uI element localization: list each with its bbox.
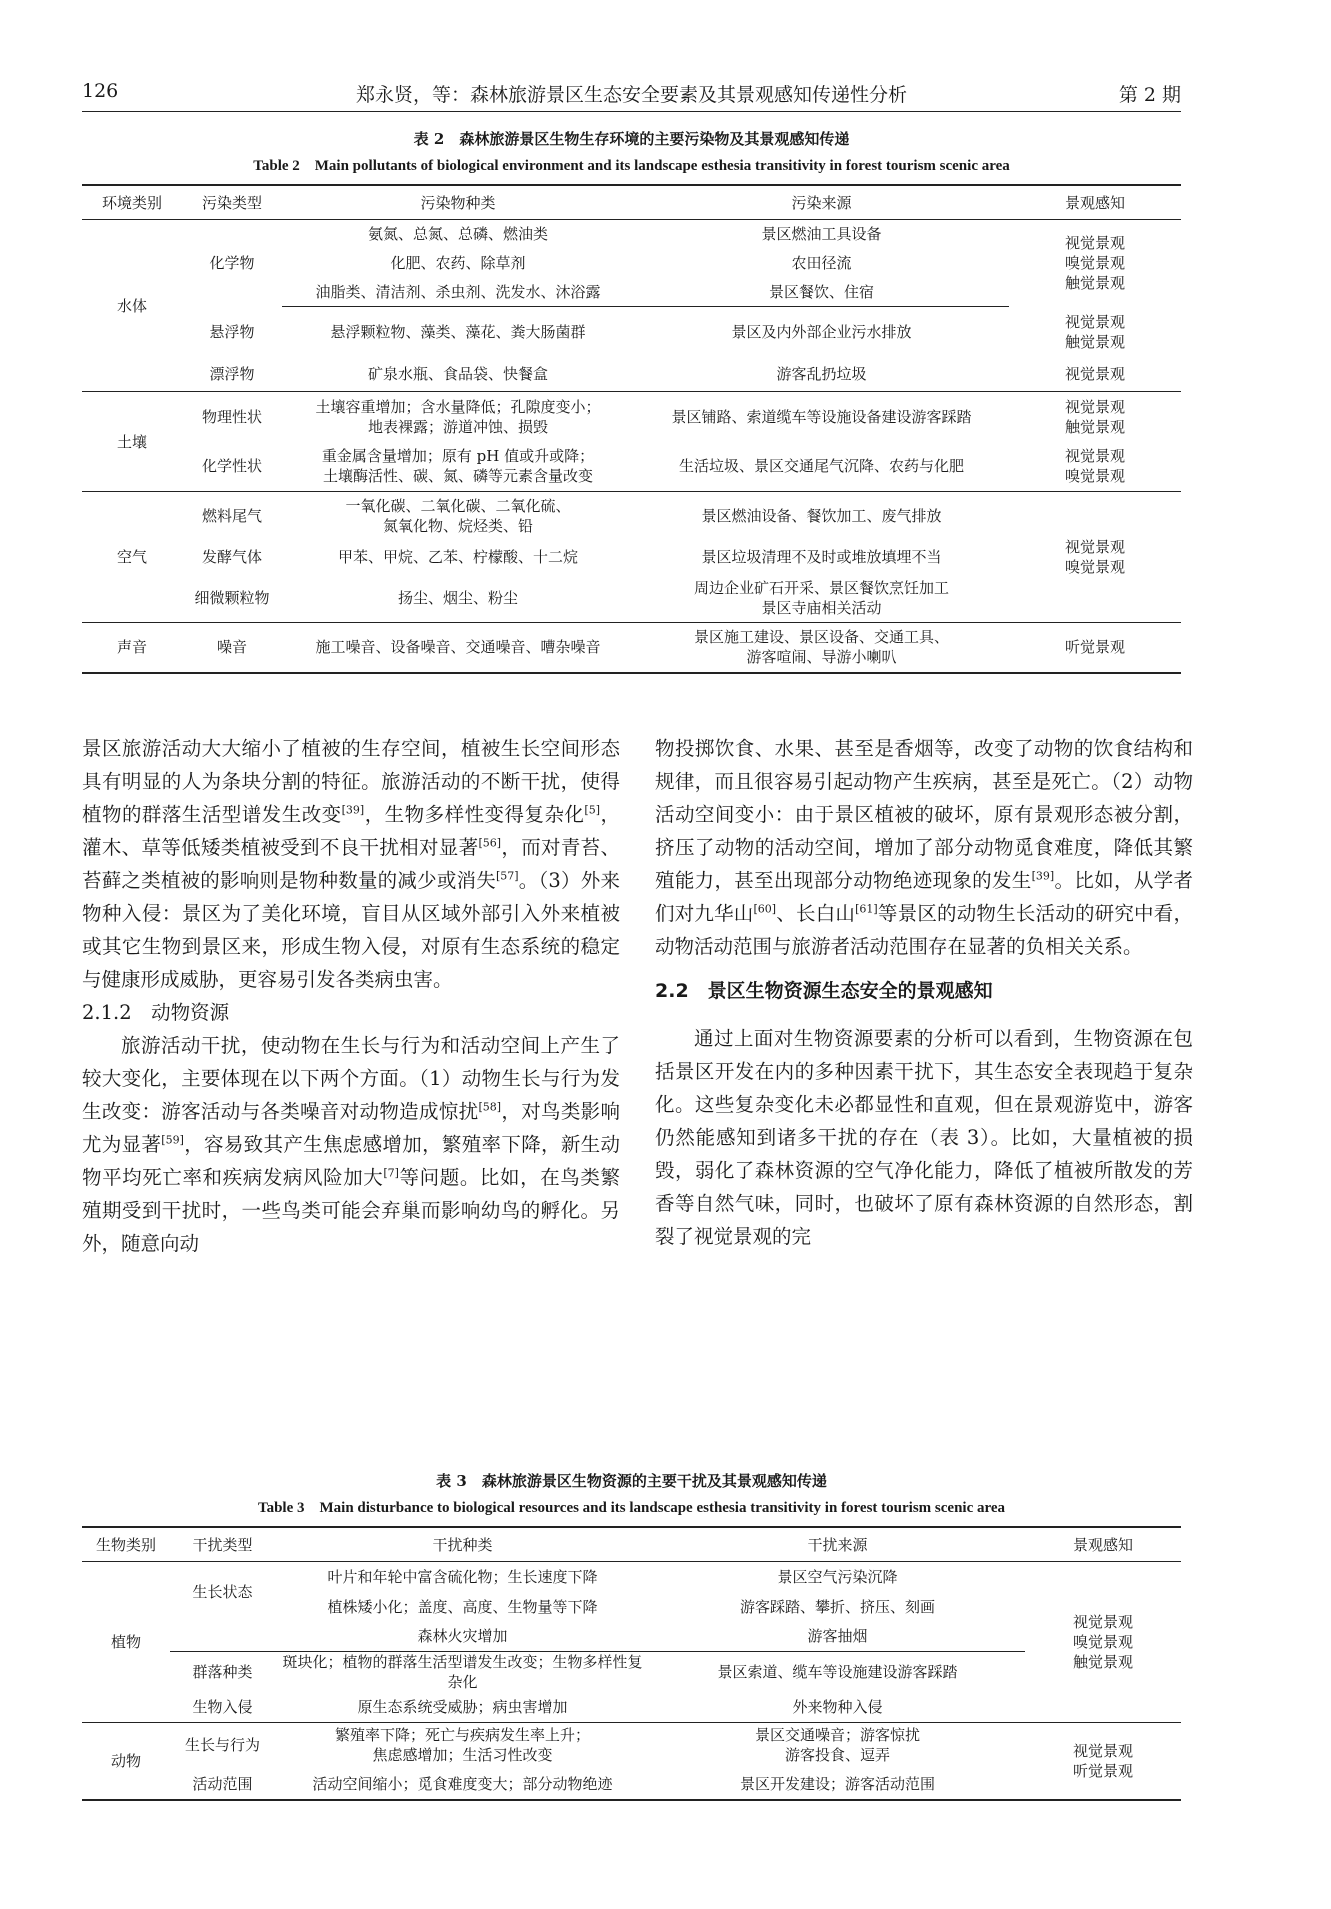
cell-line: 景区交通噪音；游客惊扰 [754, 1726, 920, 1745]
table-row [82, 307, 1181, 357]
perception-label: 触觉景观 [1064, 274, 1125, 293]
text-run: 等景区的动物生长活动的研究中看，动物活动范围与旅游者活动范围存在显著的负相关关系。 [655, 902, 1193, 958]
table-cell [650, 1722, 1025, 1768]
table2-group-air [82, 492, 1181, 623]
table-cell: 生物入侵 [192, 1697, 253, 1716]
perception-label: 触觉景观 [1064, 332, 1125, 351]
text-run: ，灌木、草等低矮类植被受到不良干扰相对显著 [82, 803, 620, 859]
table-cell [1009, 442, 1181, 492]
text-run: ，而对青苔、苔藓之类植被的影响则是物种数量的减少或消失 [82, 836, 620, 892]
text-run: 景区旅游活动大大缩小了植被的生存空间，植被生长空间形态具有明显的人为条块分割的特征。旅游活动的不断干扰，使得植物的群落生活型谱发生改变 [82, 737, 620, 826]
table-cell: 油脂类、清洁剂、杀虫剂、洗发水、沐浴露 [282, 278, 634, 307]
table-cell: 漂浮物 [209, 364, 255, 383]
table-cell: 空气 [116, 548, 147, 566]
table-row [82, 1692, 1181, 1722]
table-cell: 动物 [110, 1751, 141, 1770]
table-cell: 土壤 [116, 432, 147, 451]
table3-header-cell: 干扰类型 [192, 1535, 253, 1554]
cell-line: 焦虑感增加；生活习性改变 [372, 1746, 553, 1765]
table-cell: 植物 [110, 1632, 141, 1651]
table2-header-cell: 污染来源 [791, 193, 852, 212]
table3-group-plant [82, 1562, 1181, 1723]
table-cell: 游客抽烟 [650, 1622, 1025, 1652]
table-cell: 植株矮小化；盖度、高度、生物量等下降 [327, 1597, 598, 1616]
perception-label: 听觉景观 [1072, 1761, 1133, 1780]
perception-label: 嗅觉景观 [1072, 1632, 1133, 1651]
table-cell: 景区索道、缆车等设施建设游客踩踏 [717, 1663, 958, 1681]
paragraph [82, 1029, 620, 1260]
table2-group-water [82, 220, 1181, 392]
table-cell [282, 442, 634, 492]
text-run: 等问题。比如，在鸟类繁殖期受到干扰时，一些鸟类可能会弃巢而影响幼鸟的孵化。另外，随意向动 [82, 1166, 620, 1255]
table-cell: 声音 [116, 638, 147, 657]
table-cell: 化学性状 [201, 457, 262, 476]
running-title: 郑永贤，等：森林旅游景区生态安全要素及其景观感知传递性分析 [355, 84, 907, 106]
table-cell [634, 575, 1009, 623]
left-column [82, 732, 620, 1260]
table-cell: 水体 [116, 296, 147, 315]
paragraph [655, 732, 1193, 963]
table-cell: 燃料尾气 [201, 506, 262, 525]
text-run: 。（3）外来物种入侵：景区为了美化环境，盲目从区域外部引入外来植被或其它生物到景区来，形成生物入侵，对原有生态系统的稳定与健康形成威胁，更容易引发各类病虫害。 [82, 869, 620, 991]
table2-header-cell: 环境类别 [101, 193, 162, 212]
table-cell: 叶片和年轮中富含硫化物；生长速度下降 [327, 1567, 598, 1586]
perception-label: 视觉景观 [1064, 447, 1125, 466]
table-cell: 景区铺路、索道缆车等设施设备建设游客踩踏 [671, 407, 972, 426]
table-cell: 景区及内外部企业污水排放 [731, 322, 912, 341]
text-run: 。比如，从学者们对九华山 [655, 869, 1193, 925]
running-header [82, 80, 1181, 110]
perception-label: 视觉景观 [1072, 1741, 1133, 1760]
cell-line: 土壤酶活性、碳、氮、磷等元素含量改变 [322, 467, 593, 486]
perception-label: 视觉景观 [1064, 234, 1125, 253]
table2 [82, 184, 1181, 674]
table-row [82, 357, 1181, 392]
table2-header-cell: 污染类型 [201, 193, 262, 212]
table-cell: 群落种类 [192, 1663, 253, 1681]
table-cell: 原生态系统受威胁；病虫害增加 [357, 1697, 568, 1716]
perception-label: 视觉景观 [1064, 312, 1125, 331]
table-row [82, 623, 1181, 673]
table-cell: 景区燃油工具设备 [761, 225, 882, 244]
citation: [60] [753, 902, 777, 916]
table2-header-cell: 景观感知 [1064, 193, 1125, 212]
table-cell [1009, 220, 1181, 307]
table-row [82, 220, 1181, 249]
table-cell: 视觉景观 [1064, 364, 1125, 383]
table-cell: 甲苯、甲烷、乙苯、柠檬酸、十二烷 [337, 548, 578, 566]
table-cell [1009, 392, 1181, 442]
table-cell [1009, 307, 1181, 357]
cell-line: 氮氧化物、烷烃类、铅 [382, 516, 533, 535]
table3-header-row [82, 1527, 1181, 1562]
table-row [82, 1652, 1181, 1693]
subsection-heading: 2.1.2 动物资源 [82, 1001, 230, 1024]
text-run: ，生物多样性变得复杂化 [364, 803, 585, 826]
table3-caption-en: Table 3 Main disturbance to biological resources and its landscape esthesia transitivity in forest tourism scenic area [257, 1500, 1006, 1516]
cell-line: 游客喧闹、导游小喇叭 [746, 648, 897, 667]
table-cell: 听觉景观 [1064, 638, 1125, 657]
table-cell: 景区垃圾清理不及时或堆放填埋不当 [701, 548, 942, 566]
table-cell: 活动空间缩小；觅食难度变大；部分动物绝迹 [312, 1774, 613, 1793]
table-cell: 扬尘、烟尘、粉尘 [397, 589, 518, 608]
table-cell: 生活垃圾、景区交通尾气沉降、农药与化肥 [678, 457, 964, 476]
citation: [39] [341, 803, 365, 817]
text-run: 物投掷饮食、水果、甚至是香烟等，改变了动物的饮食结构和规律，而且很容易引起动物产生疾病，甚至是死亡。（2）动物活动空间变小：由于景区植被的破坏，原有景观形态被分割，挤压了动物的活动空间，增加了部分动物觅食难度，降低其繁殖能力，甚至出现部分动物绝迹现象的发生 [655, 737, 1193, 892]
perception-label: 视觉景观 [1072, 1612, 1133, 1631]
table-cell [1025, 1562, 1181, 1723]
table-cell: 氨氮、总氮、总磷、燃油类 [367, 225, 548, 244]
table-row [82, 442, 1181, 492]
cell-line: 繁殖率下降；死亡与疾病发生率上升； [334, 1726, 590, 1745]
table-cell: 景区开发建设；游客活动范围 [739, 1774, 935, 1793]
perception-label: 嗅觉景观 [1064, 558, 1125, 576]
table-cell: 景区燃油设备、餐饮加工、废气排放 [701, 506, 942, 525]
table2-group-soil [82, 392, 1181, 492]
section-heading: 2.2 景区生物资源生态安全的景观感知 [655, 980, 993, 1002]
table-cell: 森林火灾增加 [275, 1622, 650, 1652]
cell-line: 土壤容重增加；含水量降低；孔隙度变小； [315, 397, 601, 416]
table2-group-sound [82, 623, 1181, 673]
table3-header-cell: 景观感知 [1072, 1535, 1133, 1554]
perception-label: 视觉景观 [1064, 397, 1125, 416]
table-row [82, 1722, 1181, 1768]
perception-label: 视觉景观 [1064, 538, 1125, 556]
perception-label: 嗅觉景观 [1064, 467, 1125, 486]
table-cell: 施工噪音、设备噪音、交通噪音、嘈杂噪音 [315, 638, 601, 657]
table3-group-animal [82, 1722, 1181, 1800]
table-cell [634, 623, 1009, 673]
cell-line: 地表裸露；游道冲蚀、损毁 [367, 417, 548, 436]
perception-label: 嗅觉景观 [1064, 254, 1125, 273]
table-cell: 斑块化；植物的群落生活型谱发生改变；生物多样性复杂化 [282, 1653, 643, 1691]
page-number: 126 [82, 80, 119, 102]
table-cell: 游客乱扔垃圾 [776, 364, 867, 383]
table2-caption-en: Table 2 Main pollutants of biological environment and its landscape esthesia transitivity in forest tourism scenic area [253, 158, 1010, 174]
table-cell [1025, 1722, 1181, 1800]
table2-caption-cn: 表 2 森林旅游景区生物生存环境的主要污染物及其景观感知传递 [413, 130, 850, 148]
table2-caption [82, 128, 1181, 175]
table-cell: 细微颗粒物 [194, 589, 270, 608]
table-cell: 化肥、农药、除草剂 [390, 254, 526, 272]
table-cell: 生长与行为 [184, 1736, 260, 1755]
perception-label: 触觉景观 [1064, 417, 1125, 436]
paragraph: 通过上面对生物资源要素的分析可以看到，生物资源在包括景区开发在内的多种因素干扰下，其生态安全表现趋于复杂化。这些复杂变化未必都显性和直观，但在景观游览中，游客仍然能感知到诸多干扰的存在（表 3）。比如，大量植被的损毁，弱化了森林资源的空气净化能力，降低了植被所散发的芳香等自然气味，同时，也破坏了原有森林资源的自然形态，割裂了视觉景观的完 [655, 1027, 1193, 1248]
citation: [61] [855, 902, 878, 916]
issue-number: 第 2 期 [1118, 84, 1181, 106]
table-cell: 化学物 [209, 254, 255, 273]
table-cell: 外来物种入侵 [792, 1697, 883, 1716]
cell-line: 一氧化碳、二氧化碳、二氧化硫、 [345, 496, 571, 515]
table-cell: 活动范围 [192, 1774, 253, 1793]
table-cell: 悬浮颗粒物、藻类、藻花、粪大肠菌群 [330, 322, 586, 341]
cell-line: 景区施工建设、景区设备、交通工具、 [693, 628, 949, 647]
citation: [56] [478, 836, 502, 850]
table-cell: 景区餐饮、住宿 [634, 278, 1009, 307]
citation: [39] [1031, 869, 1055, 883]
table3-caption [82, 1470, 1181, 1517]
perception-label: 触觉景观 [1072, 1652, 1133, 1671]
table-cell [275, 1722, 650, 1768]
table-cell: 生长状态 [192, 1582, 253, 1601]
table-row [82, 492, 1181, 540]
citation: [5] [584, 803, 600, 817]
table-cell: 景区空气污染沉降 [777, 1567, 898, 1586]
table2-header-cell: 污染物种类 [420, 193, 496, 212]
cell-line: 重金属含量增加；原有 pH 值或升或降； [321, 447, 595, 466]
table-cell: 游客踩踏、攀折、挤压、刻画 [739, 1597, 935, 1616]
text-run: ，对鸟类影响尤为显著 [82, 1100, 620, 1156]
table-cell: 发酵气体 [201, 548, 262, 566]
citation: [59] [161, 1133, 184, 1147]
table-cell [170, 1622, 275, 1652]
table-cell: 矿泉水瓶、食品袋、快餐盒 [367, 364, 548, 383]
citation: [58] [478, 1100, 502, 1114]
cell-line: 周边企业矿石开采、景区餐饮烹饪加工 [693, 579, 949, 598]
table-cell: 农田径流 [791, 254, 852, 272]
citation: [57] [495, 869, 519, 883]
table3 [82, 1526, 1181, 1801]
table-cell [282, 392, 634, 442]
table3-header-cell: 生物类别 [95, 1535, 156, 1554]
table-row [82, 1562, 1181, 1592]
table-cell [1009, 492, 1181, 623]
table-cell [282, 492, 634, 540]
text-run: 、长白山 [776, 902, 856, 925]
table-row [82, 1622, 1181, 1652]
right-column [655, 732, 1193, 1253]
table-row [82, 1768, 1181, 1800]
header-rule [82, 111, 1181, 112]
table2-header-row [82, 185, 1181, 220]
table3-header-cell: 干扰来源 [807, 1535, 868, 1554]
paragraph [82, 732, 620, 996]
cell-line: 游客投食、逗弄 [784, 1746, 890, 1765]
table-cell: 噪音 [216, 638, 247, 657]
citation: [7] [383, 1166, 399, 1180]
text-run: ，容易致其产生焦虑感增加，繁殖率下降，新生动物平均死亡率和疾病发病风险加大 [82, 1133, 620, 1189]
table-cell: 物理性状 [201, 407, 262, 426]
table3-caption-cn: 表 3 森林旅游景区生物资源的主要干扰及其景观感知传递 [436, 1472, 827, 1490]
table-row [82, 392, 1181, 442]
table-cell: 悬浮物 [209, 322, 255, 341]
text-run: 旅游活动干扰，使动物在生长与行为和活动空间上产生了较大变化，主要体现在以下两个方面。（1）动物生长与行为发生改变：游客活动与各类噪音对动物造成惊扰 [82, 1034, 620, 1123]
table3-header-cell: 干扰种类 [432, 1535, 493, 1554]
cell-line: 景区寺庙相关活动 [761, 599, 882, 618]
